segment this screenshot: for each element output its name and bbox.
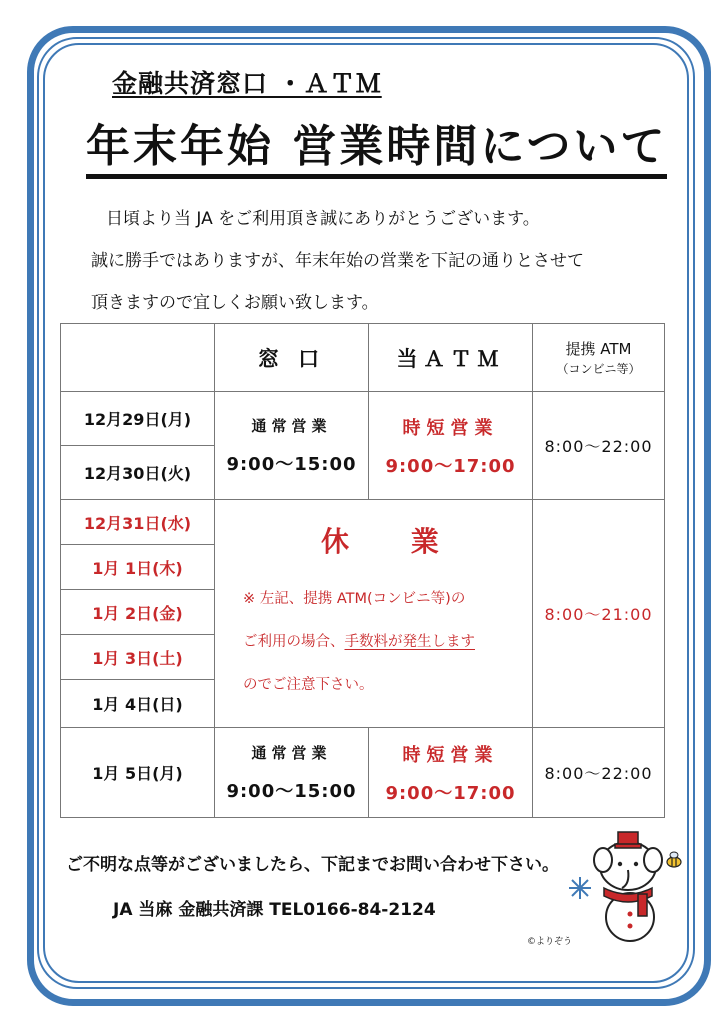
normal-time: 9:00～15:00 xyxy=(226,781,357,802)
partner-holiday-cell: 8:00～21:00 xyxy=(533,500,665,728)
contact-info: JA 当麻 金融共済課 TEL0166-84-2124 xyxy=(113,900,436,920)
table-row xyxy=(61,500,665,545)
table-header-row xyxy=(61,324,665,392)
atm-short-cell xyxy=(369,728,533,818)
date-cell: 1月 2日(金) xyxy=(61,590,215,635)
date-cell: 12月31日(水) xyxy=(61,500,215,545)
intro-line-3: 頂きますので宜しくお願い致します。 xyxy=(91,293,379,313)
schedule-table xyxy=(60,323,665,818)
note-line-2-text: ご利用の場合、 xyxy=(243,634,345,650)
illustration-credit: ©よりぞう xyxy=(527,937,573,947)
short-label: 時短営業 xyxy=(402,744,499,766)
normal-label: 通常営業 xyxy=(251,744,332,762)
date-cell: 1月 5日(月) xyxy=(61,728,215,818)
date-cell: 12月29日(月) xyxy=(61,392,215,446)
header-partner xyxy=(533,324,665,392)
closed-cell xyxy=(215,500,533,728)
short-time: 9:00～17:00 xyxy=(385,455,516,477)
date-cell: 1月 1日(木) xyxy=(61,545,215,590)
header-partner-label: 提携 ATM xyxy=(565,340,632,358)
fee-warning: 手数料が発生します xyxy=(344,634,475,650)
subtitle: 金融共済窓口 ・ＡＴＭ xyxy=(112,69,382,98)
bee-icon xyxy=(667,852,681,867)
normal-label: 通常営業 xyxy=(251,417,332,435)
intro-line-1: 日頃より当 JA をご利用頂き誠にありがとうございます。 xyxy=(106,209,540,229)
header-atm: 当ＡＴＭ xyxy=(369,324,533,392)
page-title: 年末年始 営業時間について xyxy=(86,110,667,179)
snowman-mascot-illustration xyxy=(560,822,690,942)
window-normal-cell xyxy=(215,728,369,818)
table-row xyxy=(61,728,665,818)
date-cell: 12月30日(火) xyxy=(61,446,215,500)
snowflake-icon xyxy=(569,877,591,899)
table-row xyxy=(61,392,665,446)
date-cell: 1月 3日(土) xyxy=(61,635,215,680)
header-partner-note: （コンビニ等） xyxy=(556,362,641,376)
short-time: 9:00～17:00 xyxy=(385,782,516,804)
partner-time-cell: 8:00～22:00 xyxy=(533,728,665,818)
window-normal-cell xyxy=(215,392,369,500)
note-line-3: のでご注意下さい。 xyxy=(243,677,374,693)
intro-line-2: 誠に勝手ではありますが、年末年始の営業を下記の通りとさせて xyxy=(91,251,584,271)
header-empty-cell xyxy=(61,324,215,392)
note-line-1: ※ 左記、提携 ATM(コンビニ等)の xyxy=(243,591,466,607)
partner-time-cell: 8:00～22:00 xyxy=(533,392,665,500)
closed-title: 休 業 xyxy=(321,525,465,558)
date-cell: 1月 4日(日) xyxy=(61,680,215,728)
atm-short-cell xyxy=(369,392,533,500)
note-line-2 xyxy=(243,621,532,664)
inquiry-text: ご不明な点等がございましたら、下記までお問い合わせ下さい。 xyxy=(66,855,559,875)
normal-time: 9:00～15:00 xyxy=(226,454,357,475)
short-label: 時短営業 xyxy=(402,417,499,439)
header-window: 窓 口 xyxy=(215,324,369,392)
